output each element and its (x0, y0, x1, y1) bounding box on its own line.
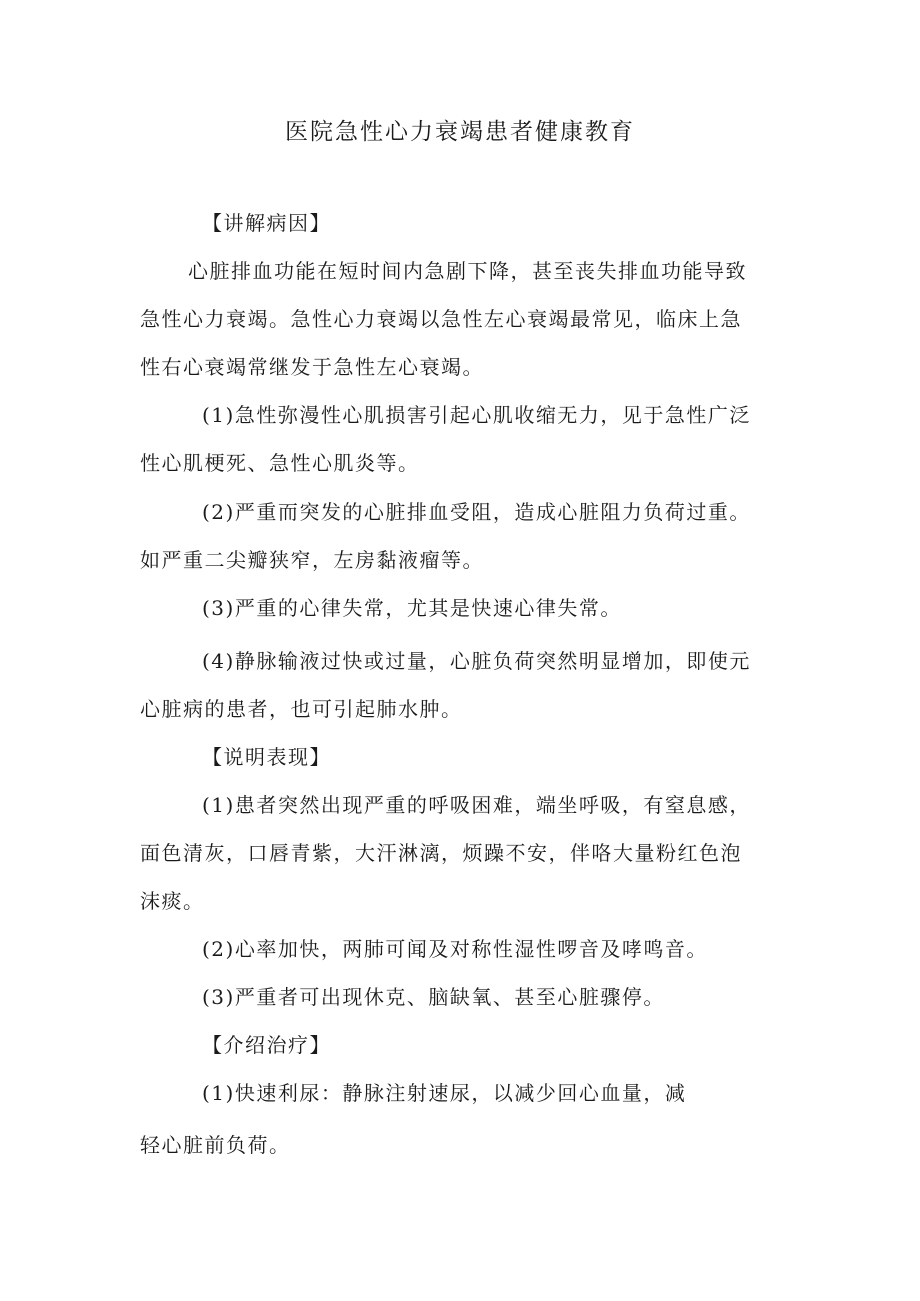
section-heading-symptoms: 【说明表现】 (202, 745, 331, 769)
paragraph-line: (3)严重者可出现休克、脑缺氧、甚至心脏骤停。 (202, 985, 665, 1009)
paragraph-line: (2)严重而突发的心脏排血受阻，造成心脏阻力负荷过重。 (202, 500, 751, 524)
paragraph-line: 心脏排血功能在短时间内急剧下降，甚至丧失排血功能导致 (188, 259, 747, 283)
paragraph-line: 性右心衰竭常继发于急性左心衰竭。 (140, 355, 484, 379)
paragraph-line: 轻心脏前负荷。 (140, 1133, 291, 1157)
paragraph-line: 性心肌梗死、急性心肌炎等。 (140, 451, 420, 475)
paragraph-line: 心脏病的患者，也可引起肺水肿。 (140, 697, 463, 721)
document-title: 医院急性心力衰竭患者健康教育 (285, 119, 635, 145)
paragraph-line: (1)急性弥漫性心肌损害引起心肌收缩无力，见于急性广泛 (202, 403, 751, 427)
paragraph-line: (3)严重的心律失常，尤其是快速心律失常。 (202, 596, 622, 620)
paragraph-line: (1)患者突然出现严重的呼吸困难，端坐呼吸，有窒息感， (202, 793, 751, 817)
paragraph-line: 沫痰。 (140, 889, 205, 913)
paragraph-line: 面色清灰，口唇青紫，大汗淋漓，烦躁不安，伴咯大量粉红色泡 (140, 841, 742, 865)
section-heading-cause: 【讲解病因】 (202, 211, 331, 235)
paragraph-line: 急性心力衰竭。急性心力衰竭以急性左心衰竭最常见，临床上急 (140, 307, 742, 331)
section-heading-treatment: 【介绍治疗】 (202, 1033, 331, 1057)
paragraph-line: (2)心率加快，两肺可闻及对称性湿性啰音及哮鸣音。 (202, 937, 708, 961)
paragraph-line: (1)快速利尿：静脉注射速尿，以减少回心血量，减 (202, 1081, 687, 1105)
paragraph-line: (4)静脉输液过快或过量，心脏负荷突然明显增加，即使元 (202, 649, 751, 673)
paragraph-line: 如严重二尖瓣狭窄，左房黏液瘤等。 (140, 548, 484, 572)
